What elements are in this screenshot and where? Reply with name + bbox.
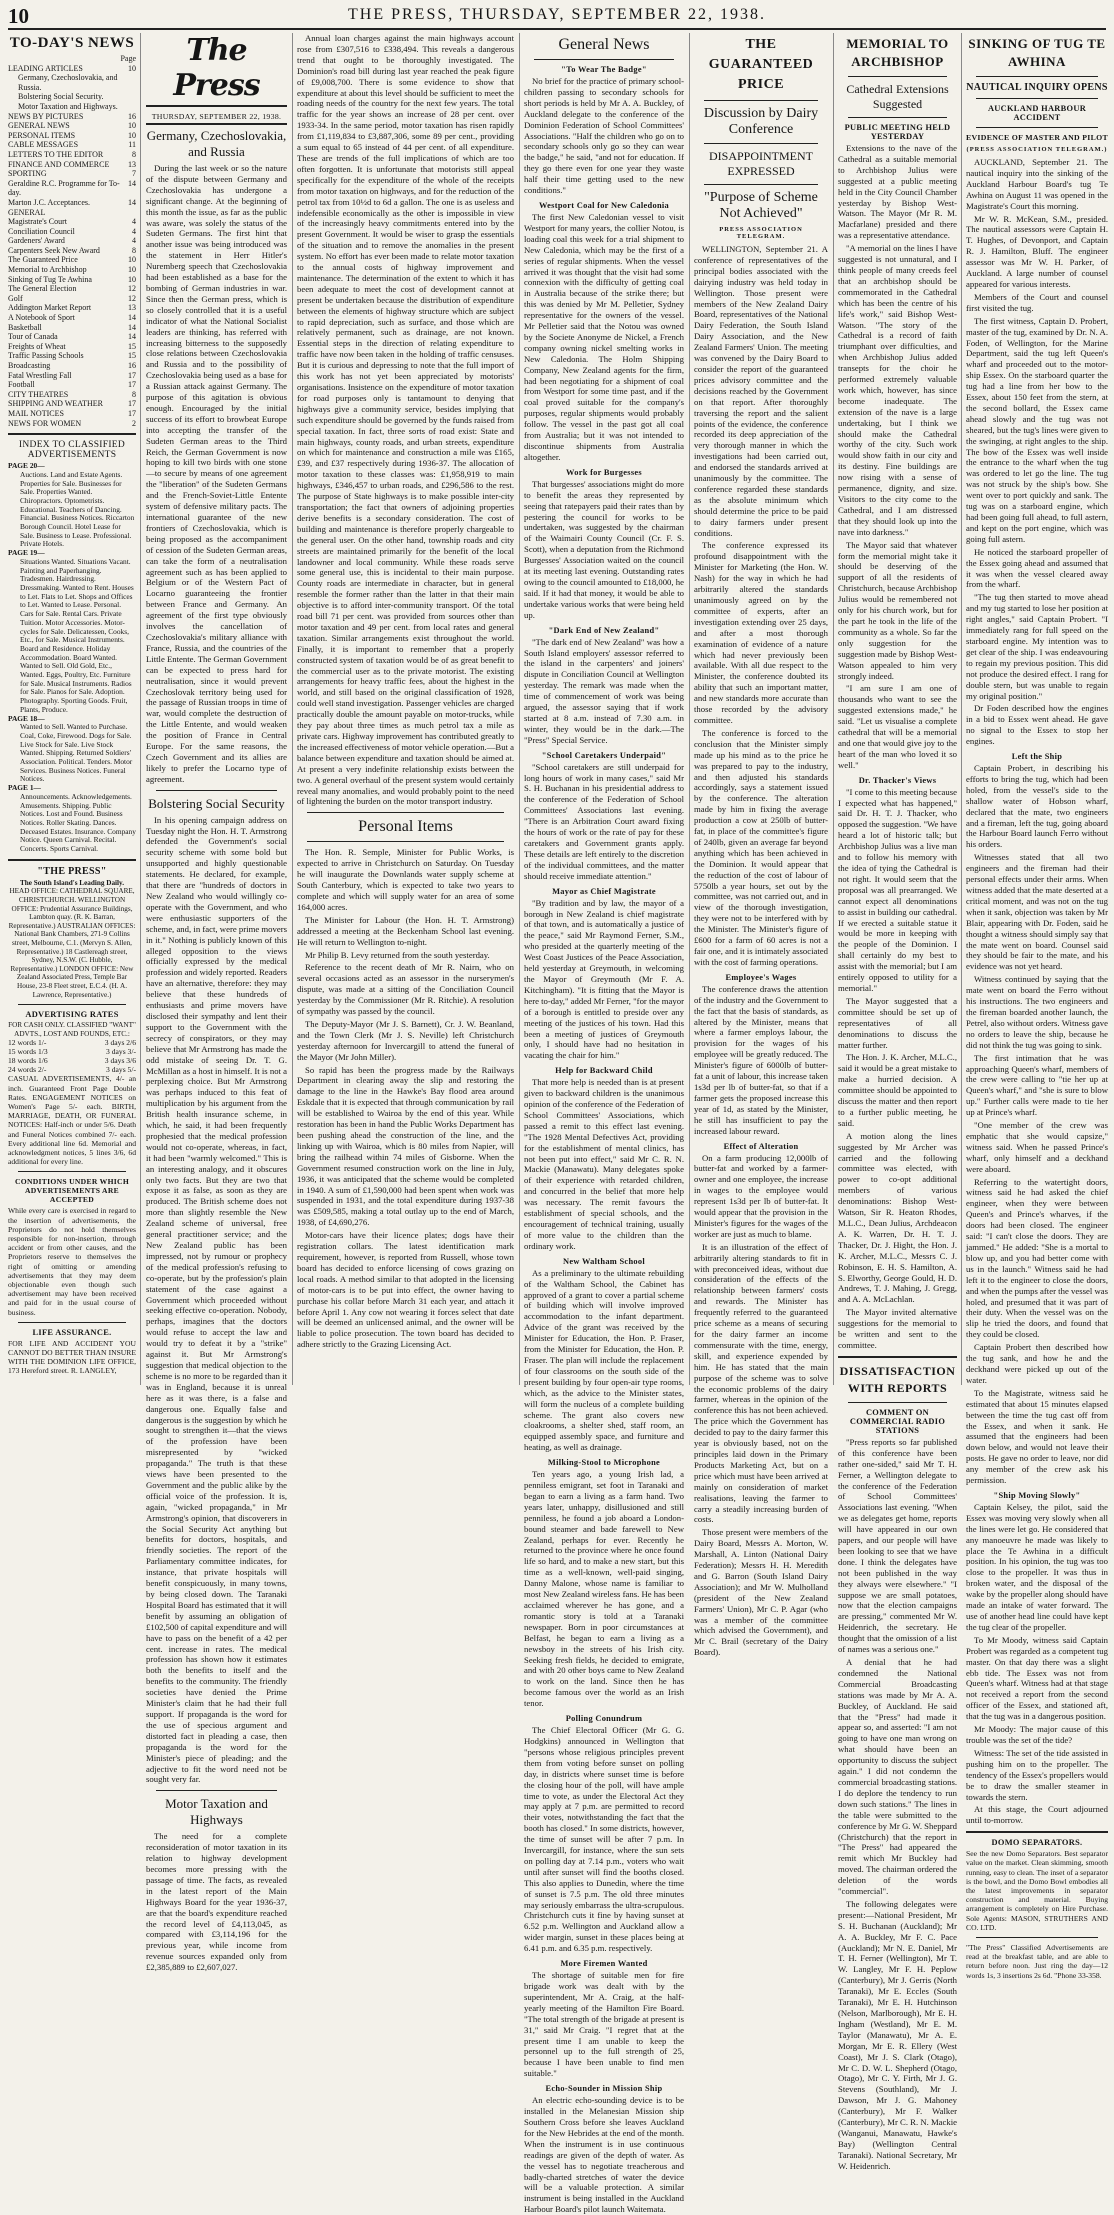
rate-words: 12 words 1/-: [8, 1038, 47, 1048]
guaranteed-price-heading: THE GUARANTEED PRICE: [708, 37, 814, 92]
index-label: Memorial to Archbishop: [8, 265, 87, 275]
index-label: Tour of Canada: [8, 332, 58, 342]
index-page: 17: [128, 408, 136, 418]
index-page: 8: [132, 245, 136, 255]
paragraph: Captain Kelsey, the pilot, said the Essex was moving very slowly when all the lines were let go. He considered that any manoeuvre he made was likely to place the Te Awhina in a difficult position. In his opinion, the tug was too close to the propeller. It was thus in broken water, and the disposal of the wake by the propeller along should have made an intake of water forward. The use of another head line could have kept the tug clear of the propeller.: [966, 1501, 1108, 1632]
column-separator: [961, 33, 962, 1385]
classified-items: Situations Wanted. Situations Vacant. Painting and Paperhanging. Tradesmen. Hairdressing. Dressmaking. Wanted to Rent. Houses to Let. Flats to Let. Shops and Offices to Let. Wanted to Lease. Personal. Cars for Sale. Rental Cars. Private Tuition. Motor Accessories. Motor-cycles for Sale. Delicatessen, Cooks, Etc., for Sale. Musical Instruments. Board and Residence. Holiday Accommodation. Board Wanted. Wanted to Sell. Old Gold, Etc., Wanted. Eggs, Poultry, Etc. Furniture for Sale. Musical Instruments. Radios for Sale. Pianos for Sale. Adoption. Photography. Sporting Goods. Fruit, Plants, Produce.: [20, 556, 134, 714]
index-label: Broadcasting: [8, 361, 51, 370]
index-page: 10: [128, 121, 136, 131]
news-item-text: As a preliminary to the ultimate rebuilding of the Waltham School, the Cabinet has approved of a grant to cover a partial scheme of building which will involve improved accommodation to the infant department. Advice of the grant was received by the Minister for Education, the Hon. P. Fraser, from the Minister for Education, the Hon. P. Fraser. The plan will include the replacement of four classrooms on the south side of the present building by four open-air type rooms, which, as the advice to the Minister states, will form the nucleus of a complete building scheme. The grant also covers new cloakrooms, a shelter shed, staff room, an equipped assembly space, and furniture and heating, as well as drainage.: [524, 1267, 684, 1453]
rate-words: 18 words 1/6: [8, 1056, 48, 1066]
paragraph: The Deputy-Mayor (Mr J. S. Barnett), Cr. J. W. Beanland, and the Town Clerk (Mr J. S. Neville) left Christchurch yesterday afternoon for Invercargill to attend the funeral of the Mayor (Mr John Miller).: [297, 1018, 514, 1062]
classified-promo: "The Press" Classified Advertisements are read at the breakfast table, and are able to return before noon. Just ring the day—12 words 1s, 3 insertions 2s 6d. "Phone 33-358.: [966, 1943, 1108, 1980]
page-label: Page: [120, 54, 136, 63]
life-assurance-text: FOR LIFE AND ACCIDENT YOU CANNOT DO BETTER THAN INSURE WITH THE DOMINION LIFE OFFICE, 173 Hereford street. R. LANGLEY,: [8, 1338, 136, 1376]
paragraph: The conference draws the attention of the industry and the Government to the fact that the basis of standards, as altered by the Minister, means that where a farmer employs labour, the provision for the wages of his employee will be greatly reduced. The Minister's figure of 6000lb of butter-fat a unit of labour, this increase taken 1s3d per lb of butter-fat, so that if a farmer gets the proposed increase this year of 1d, as stated by the Minister, he still has insufficient to pay the increased labour reward.: [694, 983, 828, 1136]
news-item-heading: Mayor as Chief Magistrate: [552, 886, 656, 896]
column-general-news: [524, 33, 684, 2215]
index-page: 7: [132, 169, 136, 179]
conditions-text: While every care is exercised in regard to the insertion of advertisements, the Proprietors do not hold themselves responsible for non-insertion, through accident or from other causes, and the Proprietors reserve to themselves the right of omitting or amending advertisements that they may deem objectionable even though such advertisement may have been received and paid for in the usual course of business.: [8, 1206, 136, 1317]
index-row: [8, 323, 136, 333]
news-item-heading: "School Caretakers Underpaid": [541, 750, 667, 760]
divider: [848, 1402, 947, 1403]
paragraph: Motor-cars have their licence plates; dogs have their registration collars. The latest identification mark requirement, however, is reported from Russell, whose town board has decided to enforce licensing of cows grazing on local roads. A method similar to that adopted in the licensing of motor-cars is to be put into effect, the owner having to purchase his collar before March 31 each year, and attach it before April 1. Any cow not wearing it forces select that date will be deemed an unlicensed animal, and the owner will be liable to police prosecution. The town board has decided to adhere strictly to the Grazing Licensing Act.: [297, 1230, 514, 1350]
index-row: [8, 236, 136, 246]
news-item-heading: Echo-Sounder in Mission Ship: [545, 2084, 663, 2094]
divider: [307, 841, 504, 842]
index-label: Conciliation Council: [8, 226, 75, 236]
index-row: [8, 419, 136, 429]
column-editorial: [146, 33, 287, 1973]
germany-article: [146, 163, 287, 785]
index-page: 14: [128, 332, 136, 342]
paragraph: The conference is forced to the conclusion that the Minister simply made up his mind as to the price he was prepared to pay to the industry, and then adjusted his standards accordingly, says a statement issued by the conference. The alteration made by him in fixing the average production a cow at 250lb of butter-fat, in place of the committee's figure of 240lb, given an average far beyond anything which has been achieved in the Dominion. It would appear that the reduction of the cost of labour of 5750lb a year hours, set out by the committee, was not carried out, and in view of the thorough investigation, they were not to be interfered with by the Minister. The Minister's figure of £600 for a farm of 60 acres is not a fair one, and it is intimately associated with the cost of farming operations.: [694, 727, 828, 967]
press-addresses: HEAD OFFICE: CATHEDRAL SQUARE, CHRISTCHURCH. WELLINGTON OFFICE: Prudential Assurance Buildings, Lambton quay. (R. K. Barran, Representative.) AUSTRALIAN OFFICES: National Bank Chambers, 271-9 Collins street, Melbourne, C.1. (Mervyn S. Allen, Representative.) 18 Castlereagh street, Sydney, N.S.W. (C. Hubble, Representative.) LONDON OFFICE: New Zealand Associated Press, Temple Bar House, 23-8 Fleet street, E.C.4. (H. A. Lawrence, Representative.): [8, 887, 136, 999]
paragraph: So rapid has been the progress made by the Railways Department in clearing away the slip and restoring the damage to the line in the Hawke's Bay flood area around Eskdale that it is expected that through communication by rail will be established to Wairoa by the end of this year. While restoration has been in hand the Public Works Department has been pushing ahead the construction of the line, and the linking up with Wairoa, which is 80 miles from Napier, will bring the railhead within 74 miles of Gisborne. When the Government resumed construction work on the line in July, 1936, it was anticipated that the scheme would be completed in 1940. A sum of £1,590,000 had been spent when work was suspended in 1931, and the total expenditure during 1937-38 was £509,585, making a total outlay up to the end of March, 1938, of £4,690,276.: [297, 1064, 514, 1228]
column-guaranteed-price: [694, 33, 828, 1658]
index-row: [8, 227, 136, 237]
divider: [156, 1790, 277, 1791]
index-row: [8, 294, 136, 304]
index-label: Basketball: [8, 322, 42, 332]
paragraph: Those present were members of the Dairy Board, Messrs A. Morton, W. Marshall, A. Linton (National Dairy Federation); Messrs H. H. Meredith and G. Barron (South Island Dairy Association); and Mr W. Mulholland (president of the New Zealand Farmers' Union), Mr C. P. Agar (who was a member of the committee which advised the Government), and Mr C. Brail (secretary of the Dairy Board).: [694, 1527, 828, 1658]
dissatisfaction-heading: DISSATISFACTION WITH REPORTS: [839, 1363, 956, 1395]
bolstering-article: [146, 815, 287, 1786]
news-item-heading: Help for Backward Child: [555, 1066, 653, 1076]
classified-page-label: PAGE 19—: [8, 548, 45, 558]
index-page: 13: [128, 303, 136, 313]
paragraph: At this stage, the Court adjourned until to-morrow.: [966, 1804, 1108, 1826]
personal-items-heading: Personal Items: [358, 818, 453, 836]
index-page: 16: [128, 361, 136, 370]
index-page: 4: [132, 236, 136, 246]
press-subtitle: The South Island's Leading Daily.: [19, 878, 125, 887]
classified-page-label: PAGE 1—: [8, 783, 41, 793]
index-page: 4: [132, 217, 136, 227]
divider: [848, 117, 947, 118]
index-row: [8, 342, 136, 352]
index-label: NEWS FOR WOMEN: [8, 418, 82, 428]
index-row: [8, 121, 136, 131]
index-row: [8, 208, 136, 218]
index-label: Fatal Wrestling Fall: [8, 370, 72, 380]
paragraph: The following delegates were present:—National President, Mr S. H. Buchanan (Auckland); Mr A. A. Buckley, Mr F. C. Pace (Auckland); Mr N. E. Daniel, Mr T. H. Ferner (Wellington), Mr T. W. Langley, Mr F. H. Peplow (Canterbury), Mr J. Gerris (North Taranaki), Mr E. Eccles (South Taranaki), Mr E. H. Hutchinson (Nelson, Marlborough), Mr E. H. Ingham (Westland), Mr E. M. Taylor (Manawatu), Mr A. E. Morgan, Mr E. R. Ellery (West Coast), Mr J. S. Clark (Otago), Mr C. D. W. L. Shepherd (Otago, Otago), Mr C. Y. Firth, Mr J. G. Stevens (Southland), Mr J. Dawson, Mr J. G. Mahoney (Canterbury), Mr F. Walker (Canterbury), Mr C. R. N. Mackie (Wanganui, Manawatu, Hawke's Bay) (Wellington Central Taranaki). National Secretary, Mr W. Heidenrich.: [838, 1898, 957, 2171]
paragraph: "I am sure I am one of thousands who want to see the suggested extensions made," he said. "Let us visualise a complete cathedral that will be a memorial and one that would give joy to the heart of the man who loved it so well.": [838, 683, 957, 770]
paragraph: He noticed the starboard propeller of the Essex going ahead and assumed that it was when the vessel cleared away from the wharf.: [966, 546, 1108, 590]
index-page: 17: [128, 399, 136, 409]
index-label: Bolstering Social Security.: [18, 92, 104, 102]
paragraph: A motion along the lines suggested by Mr Archer was carried and the following committee was elected, with power to co-opt additional members of various denominations: Bishop West-Watson, Sir R. Heaton Rhodes, M.L.C., Dean Julius, Archdeacon A. K. Warren, Dr. H. T. J. Thacker, Dr. J. Hight, the Hon. J. K. Archer, M.L.C., Messrs C. J. Robinson, E. H. S. Hamilton, A. S. Elworthy, George Gould, H. D. Andrews, T. J. Mahing, J. Gregg, and A. A. McLachlan.: [838, 1130, 957, 1305]
news-item-text: That more help is needed than is at present given to backward children is the unanimous opinion of the conference of the Federation of School Committees' Associations, which passed a remit to this effect last evening. "The 1928 Mental Defectives Act, providing for the establishment of mental clinics, has not been put into effect," said Mr C. R. N. Mackie (Manawatu). Many delegates spoke of their experience with retarded children, and concurred in the belief that more help was necessary. The remit favours the establishment of special schools, and the encouragement of technical training, usually of more value to the children than the ordinary work.: [524, 1077, 684, 1251]
column-separator: [140, 33, 141, 1385]
index-page: 14: [128, 178, 136, 188]
paragraph: WELLINGTON, September 21. A conference of representatives of the principal bodies associated with the dairying industry was held today in Wellington. Those present were members of the New Zealand Dairy Board, representatives of the National Dairy Federation, the South Island Dairy Association, and the New Zealand Farmers' Union. The meeting was convened by the Dairy Board to consider the report of the guaranteed prices advisory committee and the decisions reached by the Government on that report. After thoroughly traversing the report and the salient points of the evidence, the conference recorded its deep appreciation of the very thorough manner in which the investigations had been carried out, and endorsed the standards arrived at unanimously by the committee. The conference regarded these standards as the absolute minimum which should determine the price to be paid to dairy farmers under present conditions.: [694, 244, 828, 538]
index-page: 10: [128, 274, 136, 284]
paragraph: "Press reports so far published of this conference have been rather one-sided," said Mr T. H. Ferner, a Wellington delegate to the conference of the Federation of School Committees' Associations last evening. "When we as delegates get home, reports will have appeared in our own papers, and our people will have been looking to see that we have done. I think the delegates have not been published in the way they always were elsewhere." "I suppose we are small potatoes, now that the election campaigns are pressing," commented Mr W. Heidenrich, the secretary. He thought that the omission of a list of names was a serious one.": [838, 1436, 957, 1655]
index-page: 10: [128, 130, 136, 140]
paragraph: Witnesses stated that all two engineers and the fireman had their personal effects under their arms. When witness added that the mate deserted at a critical moment, and was not on the tug when it sank, objection was taken by Mr Blair, appearing with Dr. Foden, said he thought a witness should simply say that the mate went on board. Counsel said they should be fair to the mate, and his evidence was not yet heard.: [966, 852, 1108, 972]
masthead-rule: [8, 28, 1106, 30]
nautical-inquiry-heading: NAUTICAL INQUIRY OPENS: [966, 82, 1108, 93]
index-label: CABLE MESSAGES: [8, 140, 79, 150]
index-label: Magistrate's Court: [8, 217, 67, 227]
dairy-conference-heading: Discussion by Dairy Conference: [703, 106, 819, 137]
domo-heading: DOMO SEPARATORS.: [991, 1838, 1083, 1848]
divider: [18, 1171, 126, 1172]
news-item-text: "The dark end of New Zealand" was how a South Island employers' assessor referred to the island in the carpenters' and joiners' dispute in Conciliation Council at Wellington yesterday. The remark was made when the time of commencement of work was being argued, the assessor saying that if work started at 8 a.m. instead of 7.30 a.m. in winter, they would be in the dark.—The "Press" Special Service.: [524, 636, 684, 745]
column-index: [8, 33, 136, 1385]
index-label: PERSONAL ITEMS: [8, 130, 76, 140]
paragraph: Annual loan charges against the main highways account rose from £307,516 to £338,494. This reveals a dangerous trend that ought to be thoroughly investigated. The Dominion's road bill during last year reached the peak figure of £9,008,700. There is some evidence to show that expenditure at about this level should be sufficient to meet the roading needs of the country for the next few years. The total traffic for the year shows an increase of 28 per cent. over 1933-34. In the same period, motor taxation has risen rapidly from £1,119,834 to £3,887,306, some 89 per cent., providing a sum equal to 65 instead of 44 per cent. of all expenditure. These are trends of the full implications of which are too often forgotten. It is unfortunate that motorists still appeal specifically for the expenditure of the whole of the receipts from motor taxation on highways, and for the reduction of the petrol tax from 10½d to 6d a gallon. The one is as useless and indefensible economically as the other is impossible in view of the increasingly heavy commitments entered into by the present Government. It would be wiser to grasp the essentials of the situation and to remove the anomalies in the present system. No effort has ever been made to relate motor taxation to the annual costs of highway improvement and maintenance. The determination of the extent to which it has been adequate to meet the cost of development cannot at present be undertaken because the distribution of expenditure between the elements of highway structure which are subject to rapid depreciation, such as surface, and those which are relatively permanent, such as drainage, are not known. Essential steps in the direction of relating expenditure to traffic have now been taken in the holding of traffic censuses. But it is curious and depressing to note that the full import of this work has not yet been appreciated by motorists' organisations. Insistence on the expenditure of motor taxation for road purposes only is tantamount to denying that highways give a community service, besides implying that such expenditure should be governed by the funds raised from special taxation. In fact, three sorts of road exist: State and main highways, county roads, and urban streets, expenditure on which for maintenance and construction a mile was £165, £39, and £37 respectively during 1936-37. The allocation of motor taxation to these classes was: £1,958,919 to main highways, £346,457 to urban roads, and £296,586 to the rest. The purpose of State highways is to make possible inter-city transportation; the fact that owners of adjoining properties derive benefits is a secondary consideration. The cost of building and maintenance is therefore properly chargeable to the general user. On the other hand, township roads and city streets are maintained primarily for the benefit of the local landowner and local community. While these roads serve some general use, this is incidental to their main purpose. County roads are intermediate in character, but in general resemble the former rather than the latter in that their main objective is to afford inter-community transport. Of the total road bill 71 per cent. was provided from sources other than motor taxation and 49 per cent. from local rates and general taxation. Similar arrangements exist throughout the world. Finally, it is important to remember that a properly constructed system of taxation would be of as great benefit to the commercial user as to the private motorist. The existing arrangements for heavy traffic fees, about the highest in the world, and still based on the original classification of 1928, could well stand investigation. Passenger vehicles are charged practically double the amount payable on motor-trucks, while they pay about three times as much petrol tax a mile as private cars. Highway improvement has contributed greatly to the increased effectiveness of motor vehicle operation.—But a balance between expenditure and taxation should be aimed at. At present a very indefinite relationship exists between the two. A general overhaul of the present system would certainly reveal many anomalies, and would probably point to the need of lightening the burden on the motor transport industry.: [297, 33, 514, 807]
paragraph: In his opening campaign address on Tuesday night the Hon. H. T. Armstrong defended the Government's social security scheme with some bold but unsupported and highly questionable statements. He declared, for example, that there are "hundreds of doctors in New Zealand who would willingly co-operate with the Government, and who were enthusiastic supporters of the scheme, and, in fact, were prime movers in it." Nothing is publicly known of this alleged opposition to the views officially expressed by the medical profession and widely reported. Readers have an alternative, therefore: they may believe that these hundreds of enthusiasts and prime movers have disclosed their sympathy and lent their support to the Government with the secrecy of conspirators, or they may believe that Mr Armstrong has made the odd mistake of seeing Dr. T. G. McMillan as a host in himself. It is not a perplexing choice. But Mr Armstrong was perhaps induced to this feat of multiplication by his argument from the British health insurance scheme, in which, he said, it had been frequently prophesied that the medical profession would not co-operate, whereas, in fact, it had been "warmly welcomed." This is an interesting analogy, and it obscures only two facts. But they are two that expose it as false, as soon as they are produced. The British scheme does not more than slightly resemble the New Zealand scheme of universal, free general practitioner service; and the New Zealand public has been impressed, not by rumour or prophecy of the medical profession's refusing to co-operate, but by the profession's plain statement of the case against a Government which proceeded without seeking effective co-operation. Nobody, perhaps, imagines that the doctors would refuse to accept the law and would try to defeat it by a "strike" against it. But Mr Armstrong's suggestion that medical objection to the scheme is no more to be regarded than it was in England, because it is unreal here as it was there, is a false and dangerous one. Equally false and dangerous is the suggestion by which he sought to strengthen it—that the views of the profession have been misrepresented by "wicked propaganda." The truth is that these views have been presented to the Government and the public alike by the official voice of the profession. It is, again, "wicked propaganda," in Mr Armstrong's opinion, that discoverers in the Social Security Act anything but benefits for doctors, hospitals, and friendly societies. The report of the Parliamentary committee indicates, for instance, that private hospitals will benefit conspicuously, in many towns, by being closed down. The Taranaki Hospital Board has estimated that it will benefit by assuming an obligation of £102,500 of capital expenditure and will have to pass on the benefit of a 42 per cent. increase in rates. The medical profession has shown how it estimates both the benefits to itself and the benefits to the community. The friendly societies have denied the Prime Minister's claim that he had their full support. If propaganda is the word for the use of specious argument and distorted fact in pleading a case, then propaganda is the word for the Minister's piece of pleading; and the adjective to fit the word need not be sought very far.: [146, 814, 287, 1785]
domo-advertisement: See the new Domo Separators. Best separator value on the market. Clean skimming, smooth running, easy to clean. The inset of a separator is the bowl, and the Domo Bowl embodies all the latest improvements in separator construction and material. Buying arrangement is completely on Hire Purchase. Sole Agents: MASON, STRUTHERS AND CO. LTD.: [966, 1849, 1108, 1932]
column-separator: [292, 33, 293, 1385]
rate-days: 3 days 5/-: [106, 1065, 136, 1075]
divider: [966, 1831, 1108, 1833]
index-row: [8, 179, 136, 198]
todays-news-title: TO-DAY'S NEWS: [9, 35, 135, 51]
index-row: [8, 371, 136, 381]
index-row: [8, 399, 136, 409]
rates-table: [8, 1038, 136, 1074]
index-label: Geraldine R.C. Programme for To-day.: [8, 178, 120, 198]
index-row: [8, 217, 136, 227]
paragraph: Captain Probert then described how the tug sank, and how he and the deckhand were picked up out of the water.: [966, 1342, 1108, 1385]
disappointment-heading: DISAPPOINTMENT EXPRESSED: [708, 149, 813, 178]
news-item-text: "By tradition and by law, the mayor of a borough in New Zealand is chief magistrate of that town, and is automatically a justice of the peace," said Mr Raymond Ferner, S.M., who presided at the quarterly meeting of the West Coast Justices of the Peace Association, held yesterday at Greymouth, in welcoming the Mayor of Greymouth (Mr F. A. Kitchingham). "It is fitting that the Mayor is here to-day," added Mr Ferner, "for the mayor of a borough is entitled to preside over any meeting of the justices of his town. Had this been a meeting of justices of Greymouth only, I should have had no hesitation in vacating the chair for him.": [524, 897, 684, 1061]
paragraph: The Mayor invited alternative suggestions for the memorial to be written and sent to the committee.: [838, 1307, 957, 1350]
subheading: Employee's Wages: [725, 972, 797, 982]
index-label: Addington Market Report: [8, 303, 92, 313]
guaranteed-price-article: [694, 244, 828, 1658]
tug-sinking-heading: SINKING OF TUG TE AWHINA: [968, 36, 1106, 69]
rates-title: ADVERTISING RATES: [25, 1010, 119, 1020]
index-row: [8, 140, 136, 150]
index-row: [8, 265, 136, 275]
news-item-heading: Westport Coal for New Caledonia: [538, 200, 670, 210]
press-association-caption: PRESS ASSOCIATION TELEGRAM.: [719, 226, 803, 240]
public-meeting-heading: PUBLIC MEETING HELD YESTERDAY: [844, 123, 951, 141]
memorial-heading: MEMORIAL TO ARCHBISHOP: [846, 36, 949, 69]
classified-index: [8, 462, 136, 854]
index-row: [8, 313, 136, 323]
index-label: MAIL NOTICES: [8, 408, 64, 418]
index-row: [8, 160, 136, 170]
motor-article: [146, 1831, 287, 1973]
index-label: SPORTING: [8, 169, 47, 179]
classified-page-label: PAGE 18—: [8, 713, 45, 723]
paragraph: The Mayor said that whatever form the memorial might take it should be deserving of the support of all the residents of Christchurch, because Archbishop Julius would be remembered not only for his church work, but for the part he took in the life of the community as a whole. So far the only suggestion for the suggestion made by Bishop West-Watson appealed to him very strongly indeed.: [838, 539, 957, 681]
paragraph: It is an illustration of the effect of arbitrarily altering standards to fit in with preconceived ideas, without due consideration of the effects of the relationship between farmers' costs and rewards. The Minister has frequently referred to the guaranteed price scheme as a means of securing for the dairy farmer an income commensurate with the time, energy, skill, and experience expended by him. He has stated that the main purpose of the scheme was to solve the economic problems of the dairy farmer, whereas in the opinion of the conference this has not been achieved. The price which the Government has decided to pay to the dairy farmer this year is obviously based, not on the principles laid down in the Primary Products Marketing Act, but on a price which must have been arrived at mainly on consideration of market realisations, leaving the farmer to carry a steadily increasing burden of costs.: [694, 1241, 828, 1525]
rates-notes: CASUAL ADVERTISEMENTS, 4/- an inch. Guaranteed Front Page Double Rates. ENGAGEMENT NOTICES on Women's Page 5/- each. BIRTH, MARRIAGE, DEATH, OR FUNERAL NOTICES: Half-inch or under 5/6. Death and Funeral Notices combined 7/- each. Every additional line 6d. Memorial and acknowledgment notices, 5 lines 3/6, 6d additional for every line.: [8, 1074, 136, 1167]
index-label: Motor Taxation and Highways.: [18, 101, 118, 111]
germany-heading: Germany, Czechoslovakia, and Russia: [146, 128, 287, 159]
classified-items: Wanted to Sell. Wanted to Purchase. Coal, Coke, Firewood. Dogs for Sale. Live Stock for Sale. Live Stock Wanted. Shipping. Returned Soldiers' Association. Political. Tenders. Motor Services. Business Notices. Funeral Notices.: [20, 722, 133, 784]
index-page: 14: [128, 322, 136, 332]
index-row: [8, 390, 136, 400]
tug-sinking-article: [966, 157, 1108, 1826]
general-news-items: [524, 65, 684, 2215]
purpose-heading: "Purpose of Scheme Not Achieved": [704, 190, 818, 221]
news-item-heading: "Dark End of New Zealand": [548, 625, 660, 635]
news-item-heading: Milking-Stool to Microphone: [547, 1458, 661, 1468]
dissatisfaction-article: [838, 1437, 957, 2172]
divider: [307, 812, 504, 813]
index-page: 15: [128, 341, 136, 351]
index-row: [8, 380, 136, 390]
rates-subtitle: FOR CASH ONLY. CLASSIFIED "WANT" ADVTS., LOST AND FOUNDS, ETC.:: [8, 1021, 136, 1038]
paragraph: To the Magistrate, witness said he estimated that about 15 minutes elapsed between the time the tug cast off from the Essex, and when it sank. He assumed that the engineers had been down below, and would not leave their posts. He gave no order to leave, nor did any member of the crew ask his permission.: [966, 1387, 1108, 1486]
index-row: [8, 92, 136, 102]
index-row: [8, 275, 136, 285]
index-row: [8, 255, 136, 265]
paragraph: Mr Philip B. Levy returned from the south yesterday.: [305, 949, 490, 960]
rate-words: 24 words 2/-: [8, 1065, 47, 1075]
news-item-text: That burgesses' associations might do more to benefit the areas they represented by seeing that ratepayers paid their rates than by pestering the council for works to be undertaken, was suggested by the chairman of the Waimairi County Council (Cr. F. S. Scott), when a deputation from the Richmond Burgesses' Association waited on the council at its meeting last evening. Outstanding rates owing to the council amounted to £18,000, he said. If it had that money, it would be able to undertake various works that were being held up.: [524, 478, 684, 620]
paragraph: Captain Probert, in describing his efforts to bring the tug, which had been holed, from the vessel's side to the shallow water of Hobson wharf, declared that the mate, two engineers and a fireman, left the tug, going aboard the Harbour Board launch Ferro without his orders.: [966, 763, 1108, 850]
index-page: 13: [128, 159, 136, 169]
index-row: [8, 102, 136, 112]
index-page: 10: [128, 265, 136, 275]
masthead: [0, 0, 1114, 30]
index-page: 10: [128, 255, 136, 265]
news-index: [8, 64, 136, 429]
paragraph: Witness: The set of the tide assisted in pushing him on to the propeller. The tendency of the Essex's propellers would be to draw the smaller steamer in towards the stern.: [966, 1747, 1108, 1802]
bolstering-heading: Bolstering Social Security: [148, 795, 285, 811]
paragraph: Dr Foden described how the engines in a bid to Essex went ahead. He gave no signal to the Essex to stop her engines.: [966, 703, 1108, 747]
divider: [18, 1322, 126, 1323]
index-row: [8, 131, 136, 141]
index-row: [8, 284, 136, 294]
paragraph: Members of the Court and counsel first visited the tug.: [966, 291, 1108, 313]
paragraph: The Minister for Labour (the Hon. H. T. Armstrong) addressed a meeting at the Beckenham School last evening. He will return to Wellington to-night.: [297, 914, 514, 947]
divider: [146, 123, 287, 125]
index-label: The Guaranteed Price: [8, 255, 78, 265]
classified-items: Auctions. Land and Estate Agents. Properties for Sale. Businesses for Sale. Properties Wanted. Chiropractors. Optometrists. Educational. Teachers of Dancing. Financial. Business Notices. Riccarton Borough Council. Hotel Lease for Sale. Business to Lease. Professional. Private Hotels.: [20, 469, 135, 549]
paragraph: AUCKLAND, September 21. The nautical inquiry into the sinking of the Auckland Harbour Board's tug Te Awhina on August 11 was opened in the Magistrate's Court this morning.: [966, 157, 1108, 211]
page-number: 10: [8, 4, 29, 28]
divider: [18, 1004, 126, 1005]
paragraph: To Mr Moody, witness said Captain Probert was regarded as a competent tug master. On that day there was a slight ebb tide. The Essex was not from Queen's wharf. Witness had at that stage not received a report from the second officer of the Essex, and stationed aft, that the tug was in a dangerous position.: [966, 1634, 1108, 1722]
news-item-text: The shortage of suitable men for fire brigade work was dealt with by the superintendent, Mr A. Craig, at the half-yearly meeting of the Hamilton Fire Board. "The total strength of the brigade at present is 31," said Mr Craig. "I regret that at the present time I am unable to keep the personnel up to the full strength of 25, because I have been unable to find men suitable.": [524, 1970, 684, 2079]
divider: [976, 127, 1098, 128]
index-label: CITY THEATRES: [8, 389, 69, 399]
index-page: 12: [128, 293, 136, 303]
index-page: 4: [132, 226, 136, 236]
news-item-heading: New Waltham School: [562, 1256, 646, 1266]
rate-days: 3 days 2/6: [104, 1038, 136, 1048]
the-press-nameplate: The Press: [173, 33, 260, 103]
index-row: [8, 351, 136, 361]
divider: [838, 1356, 957, 1358]
paragraph: The first intimation that he was approaching Queen's wharf, members of the crew were calling to "tie her up at Queen's wharf," and "she is sure to blow up." Further calls were made to tie her up at Prince's wharf.: [966, 1052, 1108, 1118]
divider: [704, 100, 818, 101]
divider: [8, 433, 136, 435]
index-label: Carpenters Seek New Award: [8, 245, 100, 255]
paragraph: Witness continued by saying that the mate went on board the Ferro without his instructions. The two engineers and the fireman boarded another launch, the Petrel, also without orders. Witness gave no orders to leave the ship, because he did not think the tug was going to sink.: [966, 974, 1108, 1050]
column-separator: [519, 33, 520, 1385]
index-page: 10: [128, 63, 136, 73]
index-label: GENERAL NEWS: [8, 121, 70, 131]
index-label: LEADING ARTICLES: [8, 63, 83, 73]
harbour-accident-heading: AUCKLAND HARBOUR ACCIDENT: [987, 104, 1087, 122]
index-page: 15: [128, 351, 136, 361]
news-item-heading: "To Wear The Badge": [561, 65, 647, 74]
paragraph: On a farm producing 12,000lb of butter-fat and worked by a farmer-owner and one employee, the increase in wages to the employee would represent 1s3d per lb of butter-fat. It would appear that the provision in the Minister's figures for the wages of the worker are just as much to blame.: [694, 1152, 828, 1239]
divider: [976, 98, 1098, 99]
paragraph: "A memorial on the lines I have suggested is not unnatural, and I think people of many creeds feel that an archbishop should be commemorated in the Cathedral which has been the centre of his life's work," said Bishop West-Watson. "The story of the Cathedral is a record of faith triumphant over difficulties, and when Archbishop Julius added transepts for the choir he performed extremely valuable work which, however, has since become inadequate. The extension of the nave is a large undertaking, but I think we should make the Cathedral worthy of the city. Such work would show faith in our city and its destiny. Fine buildings are now rising with a sense of permanence, dignity, and size. Visitors to the city come to the Cathedral, and I am distressed that they should look up into the nave into darkness.": [838, 243, 957, 537]
index-page: 17: [128, 370, 136, 380]
rate-row: [8, 1065, 136, 1074]
news-item-heading: Work for Burgesses: [566, 467, 642, 477]
paragraph: The need for a complete reconsideration of motor taxation in its relation to highway development becomes more pressing with the passage of time. The facts, as revealed in the latest report of the Main Highways Board for the year 1936-37, are that the board's expenditure reached the record level of £4,113,045, as compared with £3,114,196 for the previous year, while income from revenue sources expanded only from £2,385,889 to £2,607,027.: [146, 1831, 287, 1973]
paragraph: The first witness, Captain D. Probert, master of the tug, examined by Dr. N. A. Foden, of Wellington, for the Marine Department, said the tug left Queen's wharf and proceeded out to the motor-ship Essex. On the starboard quarter the tug had a line from her bow to the Essex, about 150 feet from the stern, at the second bollard, the Essex came ahead slowly and the tug was not sheared, but the tug's lines were given to the swinging, at right angles to the ship. The bow of the Essex was well inside the entrance to the wharf when the tug was ordered to let go the line. The tug was not struck by the ship's bow. She went over to port quickly and sank. The tug was on a starboard engine, which had been going full ahead, to full astern, and kept on the port engine, which was going full astern.: [966, 315, 1108, 544]
index-label: Germany, Czechoslovakia, and Russia.: [18, 73, 118, 92]
divider: [146, 105, 287, 107]
rate-days: 3 days 3/-: [106, 1047, 136, 1057]
news-item-text: "School caretakers are still underpaid for long hours of work in many cases," said Mr S. H. Buchanan in his presidential address to the conference of the Federation of School Committees' Associations last evening. "There is an Arbitration Court award fixing the hours of work or the rate of pay for these caretakers and Government grants apply. These details are left entirely to the discretion of the individual committees, and the matter should receive immediate attention.": [524, 761, 684, 881]
memorial-article: [838, 143, 957, 1351]
index-label: NEWS BY PICTURES: [8, 111, 84, 121]
news-item-heading: More Firemen Wanted: [560, 1959, 648, 1969]
column-editorial-cont: [297, 33, 514, 1385]
paragraph: The Hon. R. Semple, Minister for Public Works, is expected to arrive in Christchurch on Saturday. On Tuesday he will inaugurate the Downlands water supply scheme at South Canterbury, which is expected to take two years to complete and which will supply water for an area of some 164,000 acres.: [297, 847, 514, 912]
index-row: [8, 361, 136, 371]
general-news-heading: General News: [558, 36, 650, 53]
conditions-title: CONDITIONS UNDER WHICH ADVERTISEMENTS ARE ACCEPTED: [14, 1177, 130, 1205]
index-row: [8, 169, 136, 179]
index-label: Marton J.C. Acceptances.: [8, 197, 90, 207]
index-label: Sinking of Tug Te Awhina: [8, 274, 92, 284]
divider: [156, 790, 277, 791]
paragraph: Referring to the watertight doors, witness said he had asked the chief engineer, when they were between Queen's and Prince's wharves, if the doors had been closed. The engineer said: "I can't close the doors. They are jammed." He added: "She is a mortal to blow up, and you had better come with us in the launch." Witness said he had left it to the engineer to close the doors, and when the pumps after the vessel was holed, and presumed that it was part of their duty. When the vessel was on the slip he tried the doors, and found that they could be closed.: [966, 1176, 1108, 1340]
index-label: SHIPPING AND WEATHER: [8, 399, 103, 409]
divider: [704, 143, 818, 144]
index-label: A Notebook of Sport: [8, 313, 75, 323]
divider: [534, 59, 674, 60]
subheading: Left the Ship: [1011, 752, 1063, 762]
paragraph: The Hon. J. K. Archer, M.L.C., said it would be a great mistake to make a hurried decision. A committee should be appointed to discuss the matter and then report to a further public meeting, he said.: [838, 1052, 957, 1128]
paragraph: The Mayor suggested that a committee should be set up of representatives of all denominations to discuss the matter further.: [838, 995, 957, 1050]
divider: [848, 76, 947, 77]
index-row: [8, 64, 136, 74]
news-item-text: No brief for the practice of primary school-children passing to secondary schools for short periods is held by Mr A. A. Buckley, of Auckland delegate to the conference of the Dominion Federation of School Committees' Associations. "Half the children who go on to secondary schools only go so they can wear the badge," he said, "and not for education. If they go there even for one year they waste half their time getting used to the new conditions.": [524, 76, 684, 196]
index-label: Football: [8, 380, 35, 390]
paragraph: "The tug then started to move ahead and my tug started to lose her position at right angles," said Captain Probert. "I immediately rang for full speed on the starboard engine. My intention was to get clear of the ship. I was endeavouring to regain my previous position. This did not produce the desired effect. I rang for double stern, but was unable to regain my original position.": [966, 592, 1108, 701]
motor-article-continued: [297, 33, 514, 807]
press-association-caption: (PRESS ASSOCIATION TELEGRAM.): [966, 146, 1108, 153]
classified-index-title: INDEX TO CLASSIFIED ADVERTISEMENTS: [18, 440, 126, 461]
paragraph: "One member of the crew was emphatic that she would capsize," witness said. When he passed Prince's wharf, only himself and a deckhand were aboard.: [966, 1120, 1108, 1174]
news-item-text: The Chief Electoral Officer (Mr G. G. Hodgkins) announced in Wellington that "persons whose religious principles prevent them from voting before sunset on polling day, in districts where sunset time is before the closing hour of the poll, will have ample time to vote, as under the Electoral Act they may apply at 7 p.m. are permitted to record their votes, notwithstanding the fact that the booth has closed." In some districts, however, the time of sunset will be after 7 p.m. In Invercargill, for instance, where the sun sets on polling day at 7.14 p.m., voters who wait until after sunset will find the booths closed. This also applies to Dunedin, where the time of sunset is 7.5 p.m. The old three minutes may seriously embarrass the ultra-scrupulous. Christchurch cuts it fine by having sunset at 6.52 p.m. Wellington and Auckland allow a wider margin, sunset in these places being at 6.41 p.m. and 6.35 p.m. respectively.: [524, 1725, 684, 1954]
index-page: 17: [128, 380, 136, 390]
subheading: "Ship Moving Slowly": [993, 1490, 1081, 1500]
subheading: Effect of Alteration: [723, 1141, 799, 1151]
rate-row: [8, 1038, 136, 1047]
editorial-date: THURSDAY, SEPTEMBER 22, 1938.: [151, 112, 282, 121]
paragraph: Mr Moody: The major cause of this trouble was the set of the tide?: [966, 1724, 1108, 1745]
news-item-text: The first New Caledonian vessel to visit Westport for many years, the collier Notou, is loading coal this week for a trial shipment to New Caledonia, which may be the first of a series of regular shipments. When the vessel arrived it was thought that the visit had some connexion with the difficulty of getting coal in Australia because of the strike there; but this was denied by Mr M. Pelletier, Sydney representative for the owners of the vessel. Mr Pelletier said that the Notou was owned by the Societe Anonyme de Nickel, a French company owning nickel smelting works in New Caledonia. The Holm Shipping Company, New Zealand agents for the firm, had been negotiating for a shipment of coal from Westport for some time past, and if the coal proved suitable for the company's purposes, regular shipments would probably follow. The vessel in the past got all coal from Australia; but it was not intended to discontinue shipments from Australia altogether.: [524, 211, 684, 462]
index-row: [8, 150, 136, 160]
column-memorial: [838, 33, 957, 2171]
master-pilot-heading: EVIDENCE OF MASTER AND PILOT: [966, 133, 1108, 142]
divider: [976, 1937, 1098, 1938]
divider: [704, 184, 818, 185]
paragraph: Mr W. R. McKean, S.M., presided. The nautical assessors were Captain H. T. Hughes, of Devonport, and Captain R. J. Hamilton, Bluff. The engineer assessor was Mr W. H. Parker, of Auckland. A large number of counsel appeared for various interests.: [966, 213, 1108, 289]
classified-items: Announcements. Acknowledgements. Amusements. Shipping. Public Notices. Lost and Found. Business Notices. Roller Skating. Dances. Deceased Estates. Insurance. Company Notice. Queen Carnival. Recital. Concerts. Sports Carnival.: [20, 791, 136, 854]
index-row: [8, 246, 136, 256]
rate-days: 3 days 3/6: [104, 1056, 136, 1066]
masthead-headline: THE PRESS, THURSDAY, SEPTEMBER 22, 1938.: [348, 6, 766, 23]
index-label: Traffic Passing Schools: [8, 351, 84, 361]
news-item-text: An electric echo-sounding device is to be installed in the Melanesian Mission ship Southern Cross before she leaves Auckland for the New Hebrides at the end of the month. When the instrument is in use continuous readings are given of the depth of water. As the vessel has to negotiate treacherous and badly-charted stretches of water the device will be a valuable protection. A similar instrument is being installed in the Auckland Harbour Board's pilot launch Waitemata.: [524, 2095, 684, 2215]
personal-items-article: [297, 847, 514, 1350]
index-row: [8, 73, 136, 92]
index-label: LETTERS TO THE EDITOR: [8, 149, 104, 159]
index-label: FINANCE AND COMMERCE: [8, 159, 110, 169]
index-label: GENERAL: [8, 207, 46, 217]
paragraph: Extensions to the nave of the Cathedral as a suitable memorial to Archbishop Julius were suggested at a public meeting held in the City Council Chamber yesterday by Bishop West-Watson. The Mayor (Mr R. M. Macfarlane) presided and there was a representative attendance.: [838, 143, 957, 241]
index-page: 12: [128, 284, 136, 294]
cathedral-heading: Cathedral Extensions Suggested: [846, 82, 949, 111]
index-label: Gardeners' Award: [8, 236, 65, 246]
index-row: [8, 332, 136, 342]
index-row: [8, 409, 136, 419]
paragraph: Reference to the recent death of Mr R. Nairn, who on several occasions acted as an assessor in the nurserymen's dispute, was made at a sitting of the Conciliation Council yesterday by the Commissioner (Mr R. Ritchie). A resolution of sympathy was passed by the council.: [297, 962, 514, 1017]
index-page: 14: [128, 313, 136, 323]
index-label: Freights of Wheat: [8, 341, 66, 351]
subheading: Dr. Thacker's Views: [858, 775, 937, 785]
divider: [976, 76, 1098, 77]
index-page: 2: [132, 418, 136, 428]
index-row: [8, 303, 136, 313]
column-tug-sinking: [966, 33, 1108, 1980]
index-label: Golf: [8, 293, 23, 303]
radio-stations-heading: COMMENT ON COMMERCIAL RADIO STATIONS: [849, 1407, 946, 1435]
column-separator: [833, 33, 834, 1385]
life-assurance-title: LIFE ASSURANCE.: [32, 1327, 112, 1337]
motor-heading: Motor Taxation and Highways: [165, 1796, 268, 1828]
index-row: [8, 198, 136, 208]
index-page: 8: [132, 389, 136, 399]
rate-words: 15 words 1/3: [8, 1047, 48, 1057]
press-title: "THE PRESS": [37, 865, 107, 877]
rate-row: [8, 1056, 136, 1065]
index-label: The General Election: [8, 284, 77, 294]
paragraph: A denial that he had condemned the National Commercial Broadcasting stations was made by Mr A. A. Buckley, of Auckland. He said that the "Press" had made it appear so, and asserted: "I am not going to have one man wrong on what should have been an opportunity to discuss the subject again." I did not condemn the commercial broadcasting stations. I do deplore the tendency to run down such stations." The lines in the table were submitted to the conference by Mr G. W. Sheppard (Christchurch) that the report in "The Press" had appeared the remit which Mr Buckley had moved. The chairman ordered the deletion of the words "commercial".: [838, 1657, 957, 1897]
index-page: 16: [128, 111, 136, 121]
classified-page-label: PAGE 20—: [8, 461, 45, 471]
rate-row: [8, 1047, 136, 1056]
paragraph: During the last week or so the nature of the dispute between Germany and Czechoslovakia has undergone a significant change. At the beginning of this month the issue, as far as the public was aware, was solely the status of the Sudeten Germans. The first hint that another issue was being introduced was the statement in Herr Hitler's Nuremberg speech that Czechoslovakia had been established as a base for the bombing of German industries in war. Since then the German press, which is so closely controlled that it is a useful indicator of what the National Socialist leaders are thinking, has referred with increasing bitterness to the supposedly close relations between Czechoslovakia and Russia and to the possibility of Czechoslovakia being used as a base for a Russian attack against Germany. The purpose of this agitation is obvious enough. Encouraged by the initial success of its effort to browbeat Europe into accepting the transfer of the Sudeten German areas to the Third Reich, the German Government is now hoping to kill two birds with one stone—to secure by means of one agreement the "liberation" of the Sudeten Germans and the French-Soviet-Little Entente system of defensive military pacts. The international guarantee of the new frontiers of Czechoslovakia, which is being proposed as the accompaniment of cession of the Sudeten German areas, can take the form of a neutralisation agreement such as has been applied to Belgium or of the Western Pact of Locarno guaranteeing the frontier between France and Germany. An agreement of the first type obviously involves the cancellation of Czechoslovakia's military alliance with France, Russia, and the countries of the Little Entente. The German Government can be expected to press hard for neutralisation, since it would prevent Czechoslovak territory being used for the passage of Russian troops in time of war, would complete the destruction of the Little Entente, and would weaken the position of France in Central Europe. For the same reasons, the Czech Government and its allies are likely to prefer the Locarno type of agreement.: [146, 163, 287, 784]
index-row: [8, 112, 136, 122]
news-item-heading: Polling Conundrum: [565, 1714, 643, 1724]
index-page: 14: [128, 197, 136, 207]
index-page: 11: [128, 140, 136, 150]
divider: [8, 859, 136, 861]
news-item-text: Ten years ago, a young Irish lad, a penniless emigrant, set foot in Taranaki and began to earn a living as a farm hand. Two years later, unhappy, disillusioned and still penniless, he found a job aboard a London-bound steamer and bade farewell to New Zealand, perhaps for ever. Recently he returned to the province where he once found life so hard, and to make a new start, but this time as a well-known, well-paid singing, Danny Malone, whose name is familiar to most New Zealand wireless fans. He has been acclaimed wherever he has gone, and a romantic story is told at a Taranaki newspaper. Born in poor circumstances at Belfast, he began to earn a living as a newsboy in the streets of his Irish city. Seeking fresh fields, he decided to emigrate, and with 20 other boys came to New Zealand to work on the land. Since then he has become famous over the world as an Irish tenor.: [524, 1469, 684, 1709]
paragraph: "I come to this meeting because I expected what has happened," said Dr. H. T. J. Thacker, who opposed the suggestion. "We have heard a lot of historic talk; but Archbishop Julius was a live man and to follow his memory with the idea of tying the Cathedral is not right. It would seem that the proposal was all prearranged. We cannot expect all denominations to assist in building our cathedral. If we erected a suitable statue it would be more in keeping with the people of the Dominion. I shall certainly do my best to assist with the memorial; but I am entirely opposed to utility for a memorial.": [838, 786, 957, 993]
column-separator: [689, 33, 690, 1385]
paragraph: The conference expressed its profound disappointment with the Minister for Marketing (the Hon. W. Nash) for the way in which he had arbitrarily altered the standards unanimously agreed on by the committee of experts, after an investigation extending over 25 days, and after a most thorough examination of evidence of a nature which had never previously been available. With all due respect to the Minister, the conference doubted its ability that such an important matter, and new standards more accurate than those recorded by the advisory committee.: [694, 540, 828, 725]
index-page: 8: [132, 149, 136, 159]
